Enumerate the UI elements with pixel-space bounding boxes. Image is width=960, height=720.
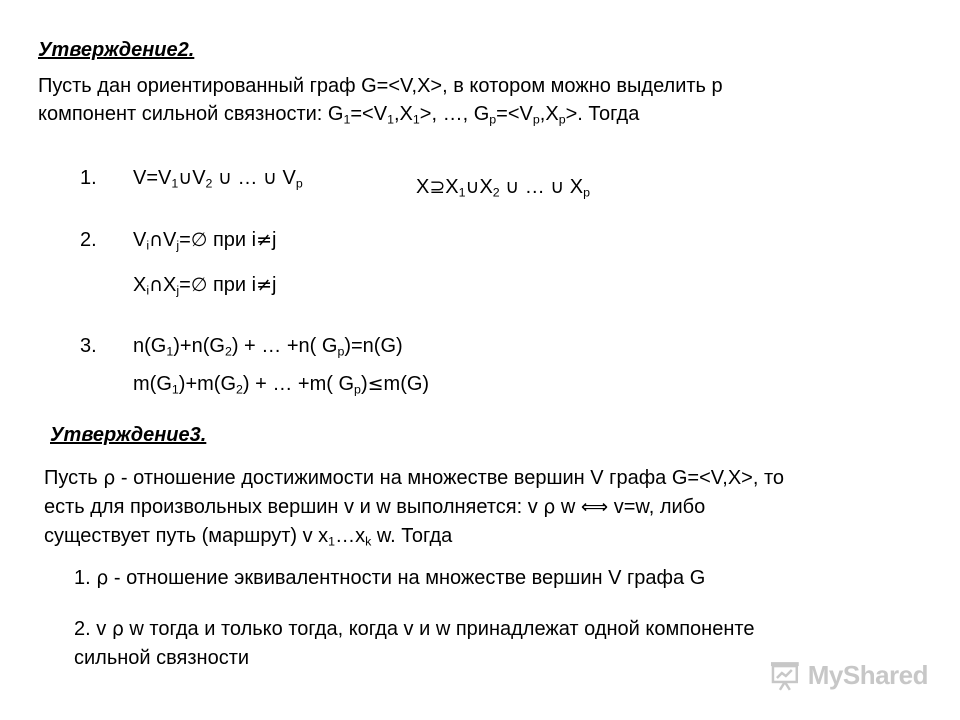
watermark-text: MyShared [807, 660, 928, 691]
empty-set-icon: ∅ [190, 229, 208, 251]
statement2-item1-formula-v: $V=V_1\cup V_2$ ∪ … ∪ $V_p$ [133, 167, 303, 191]
union-icon: ∪ [465, 176, 480, 198]
statement3-paragraph-line1: Пусть ρ - отношение достижимости на множестве вершин V графа G=<V,X>, то [44, 467, 785, 489]
union-icon: ∪ [550, 176, 565, 198]
statement2-line2: компонент сильной связности: $G_1=<V_1,X_1>$, …, $G_p=<V_p,X_p>$. Тогда [38, 103, 640, 127]
statement2-item1-formula-x: $X⊇X_1\cup X_2$ ∪ … ∪ $X_p$ [416, 176, 591, 200]
statement2-item1-number: 1. [80, 167, 97, 189]
rho-icon: ρ [103, 467, 116, 489]
union-icon: ∪ [178, 167, 193, 189]
statement3-paragraph-line2: есть для произвольных вершин v и w выполняется: v ρ w ⟺ v=w, либо [44, 496, 706, 518]
less-or-equal-icon: ≤ [367, 373, 384, 395]
not-equal-icon: ≠ [256, 229, 272, 251]
union-icon: ∪ [505, 176, 520, 198]
union-icon: ∪ [263, 167, 277, 189]
intersection-icon: ∩ [149, 229, 164, 251]
statement2-line1: Пусть дан ориентированный граф G=<V,X>, в котором можно выделить p [38, 75, 723, 97]
statement2-item2-formula-v: $V_i\cap V_j=\emptyset$ при i≠j [133, 229, 277, 253]
statement2-item3-formula-n: $n(G_1)+n(G_2)$ + … +n( $G_p)=n(G)$ [133, 335, 403, 359]
intersection-icon: ∩ [149, 274, 164, 296]
superset-icon: ⊇ [429, 176, 446, 198]
projector-screen-icon [768, 659, 802, 693]
rho-icon: ρ [111, 618, 124, 640]
rho-icon: ρ [543, 496, 556, 518]
statement2-heading: Утверждение2. [38, 39, 195, 61]
statement3-item1: 1. ρ - отношение эквивалентности на множестве вершин V графа G [74, 567, 706, 589]
statement2-item3-formula-m: $m(G_1)+m(G_2)$ + … +m( $G_p)\le m(G)$ [133, 373, 430, 397]
empty-set-icon: ∅ [190, 274, 208, 296]
union-icon: ∪ [218, 167, 232, 189]
statement2-item2-formula-x: $X_i\cap X_j=\emptyset$ при i≠j [133, 274, 277, 298]
statement2-item2-number: 2. [80, 229, 97, 251]
statement3-paragraph-line3: существует путь (маршрут) v $x_1\dots x_k$ w. Тогда [44, 525, 453, 549]
rho-icon: ρ [96, 567, 109, 589]
statement3-item2-line2: сильной связности [74, 647, 250, 669]
iff-arrow-icon: ⟺ [580, 496, 609, 518]
statement2-item3-number: 3. [80, 335, 97, 357]
watermark-logo [768, 656, 928, 696]
statement3-heading: Утверждение3. [50, 424, 207, 446]
statement3-item2-line1: 2. v ρ w тогда и только тогда, когда v и w принадлежат одной компоненте [74, 618, 755, 640]
not-equal-icon: ≠ [256, 274, 272, 296]
